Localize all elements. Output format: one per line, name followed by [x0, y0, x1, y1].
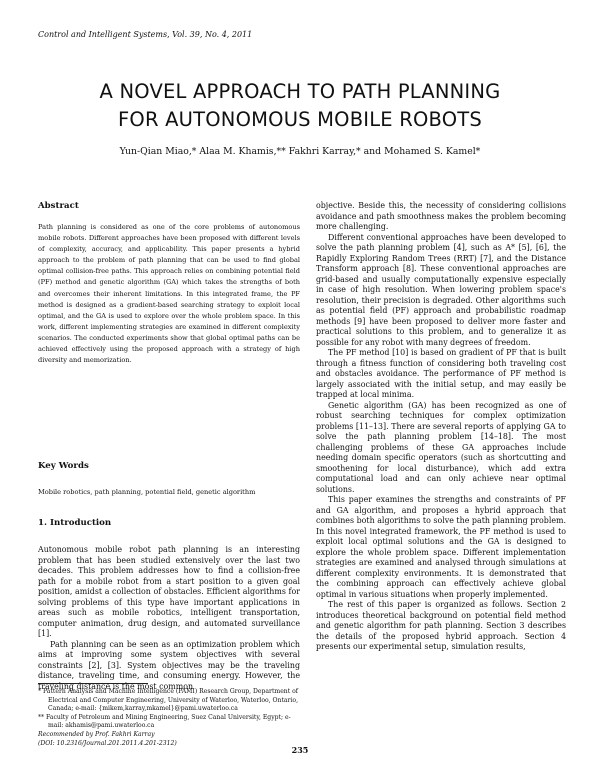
- author-list: Yun-Qian Miao,* Alaa M. Khamis,** Fakhri Karray,* and Mohamed S. Kamel*: [119, 146, 481, 157]
- paragraph: Different conventional approaches have been developed to solve the path planning problem [4], such as A* [5], [6], the Rapidly Exploring Random Trees (RRT) [7], and the Distance Transform approach [8]. These conventional approaches are grid-based and usually computationally expensive especially in case of high resolution. When lowering problem space's resolution, their precision is degraded. Other algorithms such as potential field (PF) approach and probabilistic roadmap methods [9] have been proposed to deliver more faster and practical solutions to this problem, and to generalize it as possible for any robot with many degrees of freedom.: [316, 232, 566, 347]
- footnote-affiliation-1: * Pattern Analysis and Machine Intelligence (PAMI) Research Group, Department of Electrical and Computer Engineering, University of Waterloo, Waterloo, Ontario, Canada; e-mail: {mikem,karray,mkamel}@pami.uwaterloo.ca: [38, 688, 299, 713]
- journal-header: Control and Intelligent Systems, Vol. 39, No. 4, 2011: [38, 30, 253, 39]
- paragraph: Path planning can be seen as an optimization problem which aims at improving some system objectives with several constraints [2], [3]. System objectives may be the traveling distance, traveling time, and consuming energy. However, the traveling distance is the most common: [38, 639, 300, 691]
- abstract-text: Path planning is considered as one of the core problems of autonomous mobile robots. Different approaches have been proposed with different levels of complexity, accuracy, and applicability. This paper presents a hybrid approach to the problem of path planning that can be used to find global optimal collision-free paths. This approach relies on combining potential field (PF) method and genetic algorithm (GA) which takes the strengths of both and overcomes their inherent limitations. In this integrated frame, the PF method is designed as a gradient-based searching strategy to exploit local optimal, and the GA is used to explore over the whole problem space. In this work, different implementing strategies are examined in different complexity scenarios. The conducted experiments show that global optimal paths can be achieved effectively using the proposed approach with a strategy of high diversity and memorization.: [38, 223, 300, 365]
- paragraph: The PF method [10] is based on gradient of PF that is built through a fitness function of considering both traveling cost and obstacles avoidance. The performance of PF method is largely associated with the initial setup, and may easily be trapped at local minima.: [316, 348, 566, 399]
- page-number: 235: [291, 745, 309, 755]
- paper-title: [0, 78, 600, 134]
- title-line-1: A NOVEL APPROACH TO PATH PLANNING: [99, 80, 501, 103]
- keywords-text: Mobile robotics, path planning, potential field, genetic algorithm: [38, 488, 256, 496]
- introduction-heading: 1. Introduction: [38, 518, 112, 528]
- right-column-body: [316, 201, 566, 653]
- paragraph: This paper examines the strengths and constraints of PF and GA algorithm, and proposes a hybrid approach that combines both algorithms to solve the path planning problem. In this novel integrated framework, the PF method is used to exploit local optimal solutions and the GA is designed to explore the whole problem space. Different implementation strategies are examined and analysed through simulations at different complexity environments. It is demonstrated that the combining approach can effectively achieve global optimal in various situations when properly implemented.: [316, 495, 566, 599]
- paragraph: Autonomous mobile robot path planning is an interesting problem that has been studied extensively over the last two decades. This problem addresses how to find a collision-free path for a mobile robot from a start position to a given goal position, amidst a collection of obstacles. Efficient algorithms for solving problems of this type have important applications in areas such as mobile robotics, intelligent transportation, computer animation, drug design, and automated surveillance [1].: [38, 545, 300, 638]
- abstract-heading: Abstract: [38, 201, 79, 211]
- footnote-divider: [38, 683, 148, 684]
- paragraph: objective. Beside this, the necessity of considering collisions avoidance and path smoothness makes the problem becoming more challenging.: [316, 201, 566, 231]
- paragraph: Genetic algorithm (GA) has been recognized as one of robust searching techniques for complex optimization problems [11–13]. There are several reports of applying GA to solve the path planning problem [14–18]. The most challenging problems of these GA approaches include needing domain specific operators (such as shortcutting and smoothening for local disturbance), which add extra computational load and can only achieve near optimal solutions.: [316, 400, 566, 494]
- title-line-2: FOR AUTONOMOUS MOBILE ROBOTS: [118, 108, 482, 131]
- doi: (DOI: 10.2316/Journal.201.2011.4.201-2312): [38, 739, 177, 747]
- footnotes: [38, 688, 300, 748]
- keywords-heading: Key Words: [38, 461, 89, 471]
- introduction-body: [38, 545, 300, 692]
- recommended-by: Recommended by Prof. Fakhri Karray: [38, 730, 155, 738]
- paragraph: The rest of this paper is organized as follows. Section 2 introduces theoretical background on potential field method and genetic algorithm for path planning. Section 3 describes the details of the proposed hybrid approach. Section 4 presents our experimental setup, simulation results,: [316, 600, 566, 651]
- footnote-affiliation-2: ** Faculty of Petroleum and Mining Engineering, Suez Canal University, Egypt; e-mail: akhamis@pami.uwaterloo.ca: [38, 713, 291, 730]
